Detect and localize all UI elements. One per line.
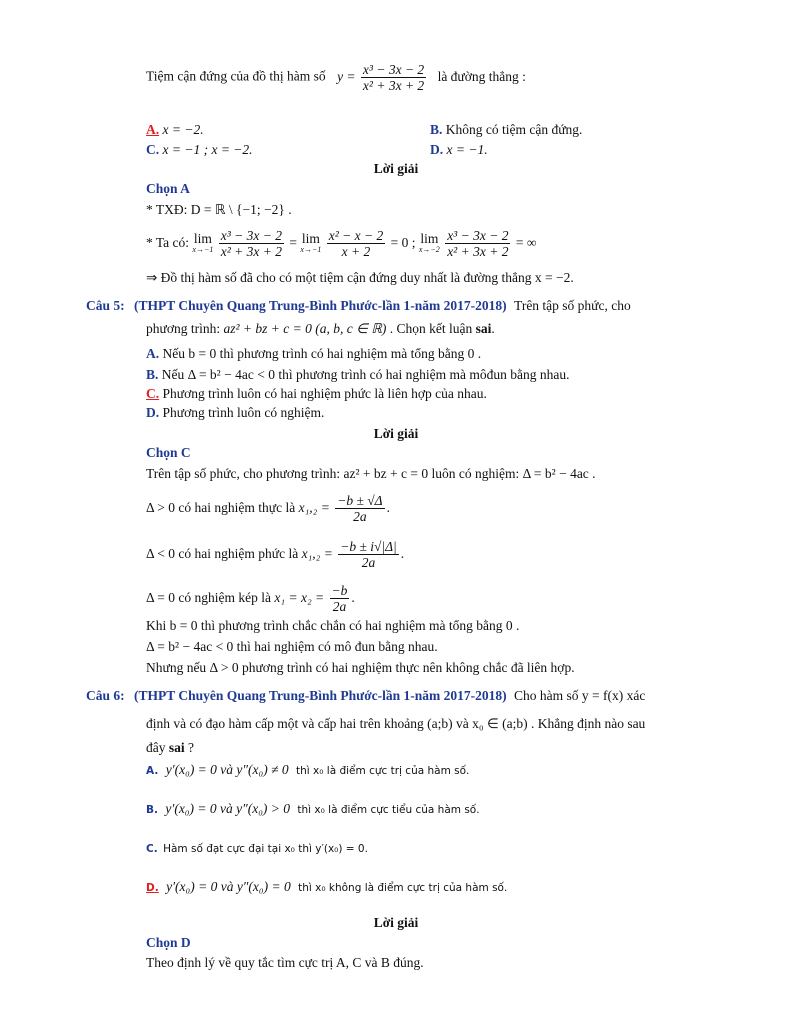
q5-option-a-text: Nếu b = 0 thì phương trình có hai nghiệm mà tổng bằng 0 .: [162, 346, 482, 361]
q6-solution-line1: Theo định lý về quy tắc tìm cực trị A, C và B đúng.: [146, 955, 424, 970]
q4-solution-title: Lời giải: [373, 161, 419, 176]
q4-stem: [146, 62, 526, 93]
q5-solution-line4: Δ = 0 có nghiệm kép là x₁ = x₂ = $\frac{-b}{2a}$ .: [146, 583, 355, 615]
q5-option-a-letter: A.: [146, 346, 160, 361]
q6-stem-line3-text: đây: [146, 740, 166, 755]
q4-lim-1-num: x³ − 3x − 2: [220, 228, 283, 244]
q6-option-d-letter: D.: [146, 882, 159, 894]
q5-solution-line5: Khi b = 0 thì phương trình chắc chắn có hai nghiệm mà tổng bằng 0 .: [146, 618, 520, 633]
q5-option-c[interactable]: [146, 386, 487, 402]
q5-s4-num: −b: [331, 583, 348, 599]
q4-lim-3: [418, 230, 440, 255]
q6-option-d[interactable]: [146, 879, 507, 896]
q6-answer: Chọn D: [146, 935, 191, 950]
q5-option-b-text: Nếu Δ = b² − 4ac < 0 thì phương trình có hai nghiệm mà môđun bằng nhau.: [161, 367, 570, 382]
q4-answer: Chọn A: [146, 181, 190, 196]
q6-option-c-letter: C.: [146, 843, 158, 855]
q4-lim-2-den: x + 2: [341, 244, 371, 260]
q6-source: (THPT Chuyên Quang Trung-Bình Phước-lần 1-năm 2017-2018): [134, 688, 507, 703]
q5-solution-line3: Δ < 0 có hai nghiệm phức là x₁,₂ = $\frac{-b \pm i√|\Delta|}{2a}$ .: [146, 539, 405, 571]
q4-lim-3-frac: [445, 228, 510, 259]
q4-option-a-text: x = −2.: [162, 122, 204, 137]
q5-s4-den: 2a: [332, 599, 347, 615]
q5-s3-var: x₁,₂ =: [301, 546, 333, 561]
q4-lim-3-word: lim: [420, 230, 439, 246]
q4-lim-1-word: lim: [193, 230, 212, 246]
q6-stem-tail: Cho hàm số y = f(x) xác: [514, 688, 646, 703]
q5-equation: az² + bz + c = 0 (a, b, c ∈ ℝ): [223, 321, 387, 336]
q4-lim-2-word: lim: [301, 230, 320, 246]
q5-s2-num: −b ± √Δ: [337, 493, 383, 509]
q6-label: Câu 6:: [86, 688, 125, 703]
q4-option-d[interactable]: [430, 142, 488, 158]
q4-limits: * Ta có: lim x→−1 $\frac{\text{x³ − 3x − 2}}{\text{x² + 3x + 2}}$ = lim x→−1 $\frac{\text{x² − x − 2}}{x + 2}$ = 0 ; lim x→−2 $\frac{\text{x³ − 3x − 2}}{\text{x² + 3x + 2}}$ = ∞: [146, 228, 537, 260]
q4-option-b-letter: B.: [430, 122, 443, 137]
q4-stem-tail: là đường thẳng :: [437, 68, 526, 84]
q5-answer: Chọn C: [146, 445, 191, 460]
q4-lim-2-sub: x→−1: [300, 244, 322, 254]
q5-stem-line2-text: phương trình:: [146, 321, 221, 336]
q5-stem-line2: phương trình: az² + bz + c = 0 (a, b, c ∈ ℝ) . Chọn kết luận sai.: [146, 321, 495, 336]
q5-s3-frac: [338, 539, 399, 570]
q5-source: (THPT Chuyên Quang Trung-Bình Phước-lần 1-năm 2017-2018): [134, 298, 507, 313]
q4-func-denominator: x² + 3x + 2: [362, 78, 425, 93]
q4-func-numerator: x³ − 3x − 2: [362, 62, 425, 77]
q4-lim-2-frac: [327, 228, 386, 259]
q4-domain: * TXĐ: D = ℝ \ {−1; −2} .: [146, 202, 292, 217]
q5-s4-frac: [330, 583, 350, 614]
q4-func-label: y =: [337, 68, 356, 84]
q5-option-c-letter: C.: [146, 386, 160, 401]
q5-solution-line1: Trên tập số phức, cho phương trình: az² + bz + c = 0 luôn có nghiệm: Δ = b² − 4ac .: [146, 466, 596, 481]
q6-option-c-text: Hàm số đạt cực đại tại x₀ thì y′(x₀) = 0.: [163, 843, 368, 855]
q5-stem-bold: sai: [475, 321, 492, 336]
q4-option-d-text: x = −1.: [446, 142, 488, 157]
q4-option-c-letter: C.: [146, 142, 160, 157]
q5-option-b[interactable]: [146, 367, 569, 383]
q4-lim-1-den: x² + 3x + 2: [220, 244, 283, 260]
q4-option-b-text: Không có tiệm cận đứng.: [445, 122, 583, 137]
q4-lim-1: [192, 230, 214, 255]
q4-lim-3-num: x³ − 3x − 2: [447, 228, 509, 244]
q6-header: [86, 688, 645, 704]
q4-lim-3-sub: x→−2: [418, 244, 440, 254]
q4-function: [361, 62, 426, 93]
q5-s3-pre: Δ < 0 có hai nghiệm phức là: [146, 546, 299, 561]
q4-lim-2: [300, 230, 322, 255]
q4-option-c[interactable]: [146, 142, 253, 158]
q5-stem-tail: Trên tập số phức, cho: [514, 298, 631, 313]
q6-solution-title: Lời giải: [373, 915, 419, 930]
q4-lim-2-num: x² − x − 2: [328, 228, 384, 244]
q5-s2-frac: [335, 493, 384, 524]
q4-conclusion: ⇒ Đồ thị hàm số đã cho có một tiệm cận đứng duy nhất là đường thẳng x = −2.: [146, 270, 574, 285]
q6-stem-end: ?: [188, 740, 195, 755]
q5-option-c-text: Phương trình luôn có hai nghiệm phức là liên hợp của nhau.: [162, 386, 487, 401]
q6-option-b-math: y′(x₀) = 0 và y″(x₀) > 0: [165, 801, 290, 816]
q4-lim-1-frac: [219, 228, 284, 259]
q6-option-b-text: thì x₀ là điểm cực tiểu của hàm số.: [297, 804, 480, 816]
q5-label: Câu 5:: [86, 298, 125, 313]
q4-option-b[interactable]: [430, 122, 582, 138]
q4-stem-text: Tiệm cận đứng của đồ thị hàm số: [146, 68, 326, 84]
q5-s4-pre: Δ = 0 có nghiệm kép là: [146, 590, 272, 605]
q4-option-c-text: x = −1 ; x = −2.: [162, 142, 253, 157]
q6-option-a[interactable]: [146, 762, 469, 779]
q5-option-a[interactable]: [146, 346, 481, 362]
q6-stem-line3: [146, 740, 194, 756]
q5-solution-line6: Δ = b² − 4ac < 0 thì hai nghiệm có mô đun bằng nhau.: [146, 639, 438, 654]
q5-s2-pre: Δ > 0 có hai nghiệm thực là: [146, 500, 296, 515]
q6-option-a-letter: A.: [146, 765, 159, 777]
q5-option-b-letter: B.: [146, 367, 159, 382]
q4-lim-1-sub: x→−1: [192, 244, 214, 254]
q4-taco: * Ta có:: [146, 235, 190, 250]
q5-solution-title: Lời giải: [373, 426, 419, 441]
q5-s2-den: 2a: [353, 509, 367, 525]
q5-option-d-text: Phương trình luôn có nghiệm.: [162, 405, 325, 420]
q5-s4-var: x₁ = x₂ =: [274, 590, 325, 605]
q5-header: [86, 298, 631, 314]
q5-option-d-letter: D.: [146, 405, 160, 420]
q6-option-d-text: thì x₀ không là điểm cực trị của hàm số.: [298, 882, 508, 894]
q6-option-a-math: y′(x₀) = 0 và y″(x₀) ≠ 0: [165, 762, 289, 777]
q5-solution-line7: Nhưng nếu Δ > 0 phương trình có hai nghiệm thực nên không chắc đã liên hợp.: [146, 660, 575, 675]
q6-option-b[interactable]: [146, 801, 480, 818]
q6-stem-line2: định và có đạo hàm cấp một và cấp hai trên khoảng (a;b) và x₀ ∈ (a;b) . Khẳng định nào sau: [146, 716, 646, 731]
q5-s3-den: 2a: [361, 555, 376, 571]
q6-option-a-text: thì x₀ là điểm cực trị của hàm số.: [296, 765, 470, 777]
q5-s3-num: −b ± i√|Δ|: [340, 539, 397, 555]
q5-s2-var: x₁,₂ =: [298, 500, 330, 515]
q4-eq-inf: = ∞: [515, 235, 537, 250]
q4-option-a[interactable]: [146, 122, 204, 138]
q4-eq-zero: = 0 ;: [390, 235, 416, 250]
q5-option-d[interactable]: [146, 405, 324, 421]
q6-option-b-letter: B.: [146, 804, 158, 816]
q4-option-d-letter: D.: [430, 142, 444, 157]
q6-option-d-math: y′(x₀) = 0 và y″(x₀) = 0: [166, 879, 291, 894]
q6-stem-bold: sai: [168, 740, 185, 755]
q4-option-a-letter: A.: [146, 122, 160, 137]
q5-solution-line2: Δ > 0 có hai nghiệm thực là x₁,₂ = $\frac{-b \pm √\Delta}{2a}$ .: [146, 493, 390, 525]
q5-stem-line2-tail: . Chọn kết luận: [389, 321, 473, 336]
q4-lim-3-den: x² + 3x + 2: [447, 244, 509, 260]
q6-option-c[interactable]: [146, 840, 368, 857]
